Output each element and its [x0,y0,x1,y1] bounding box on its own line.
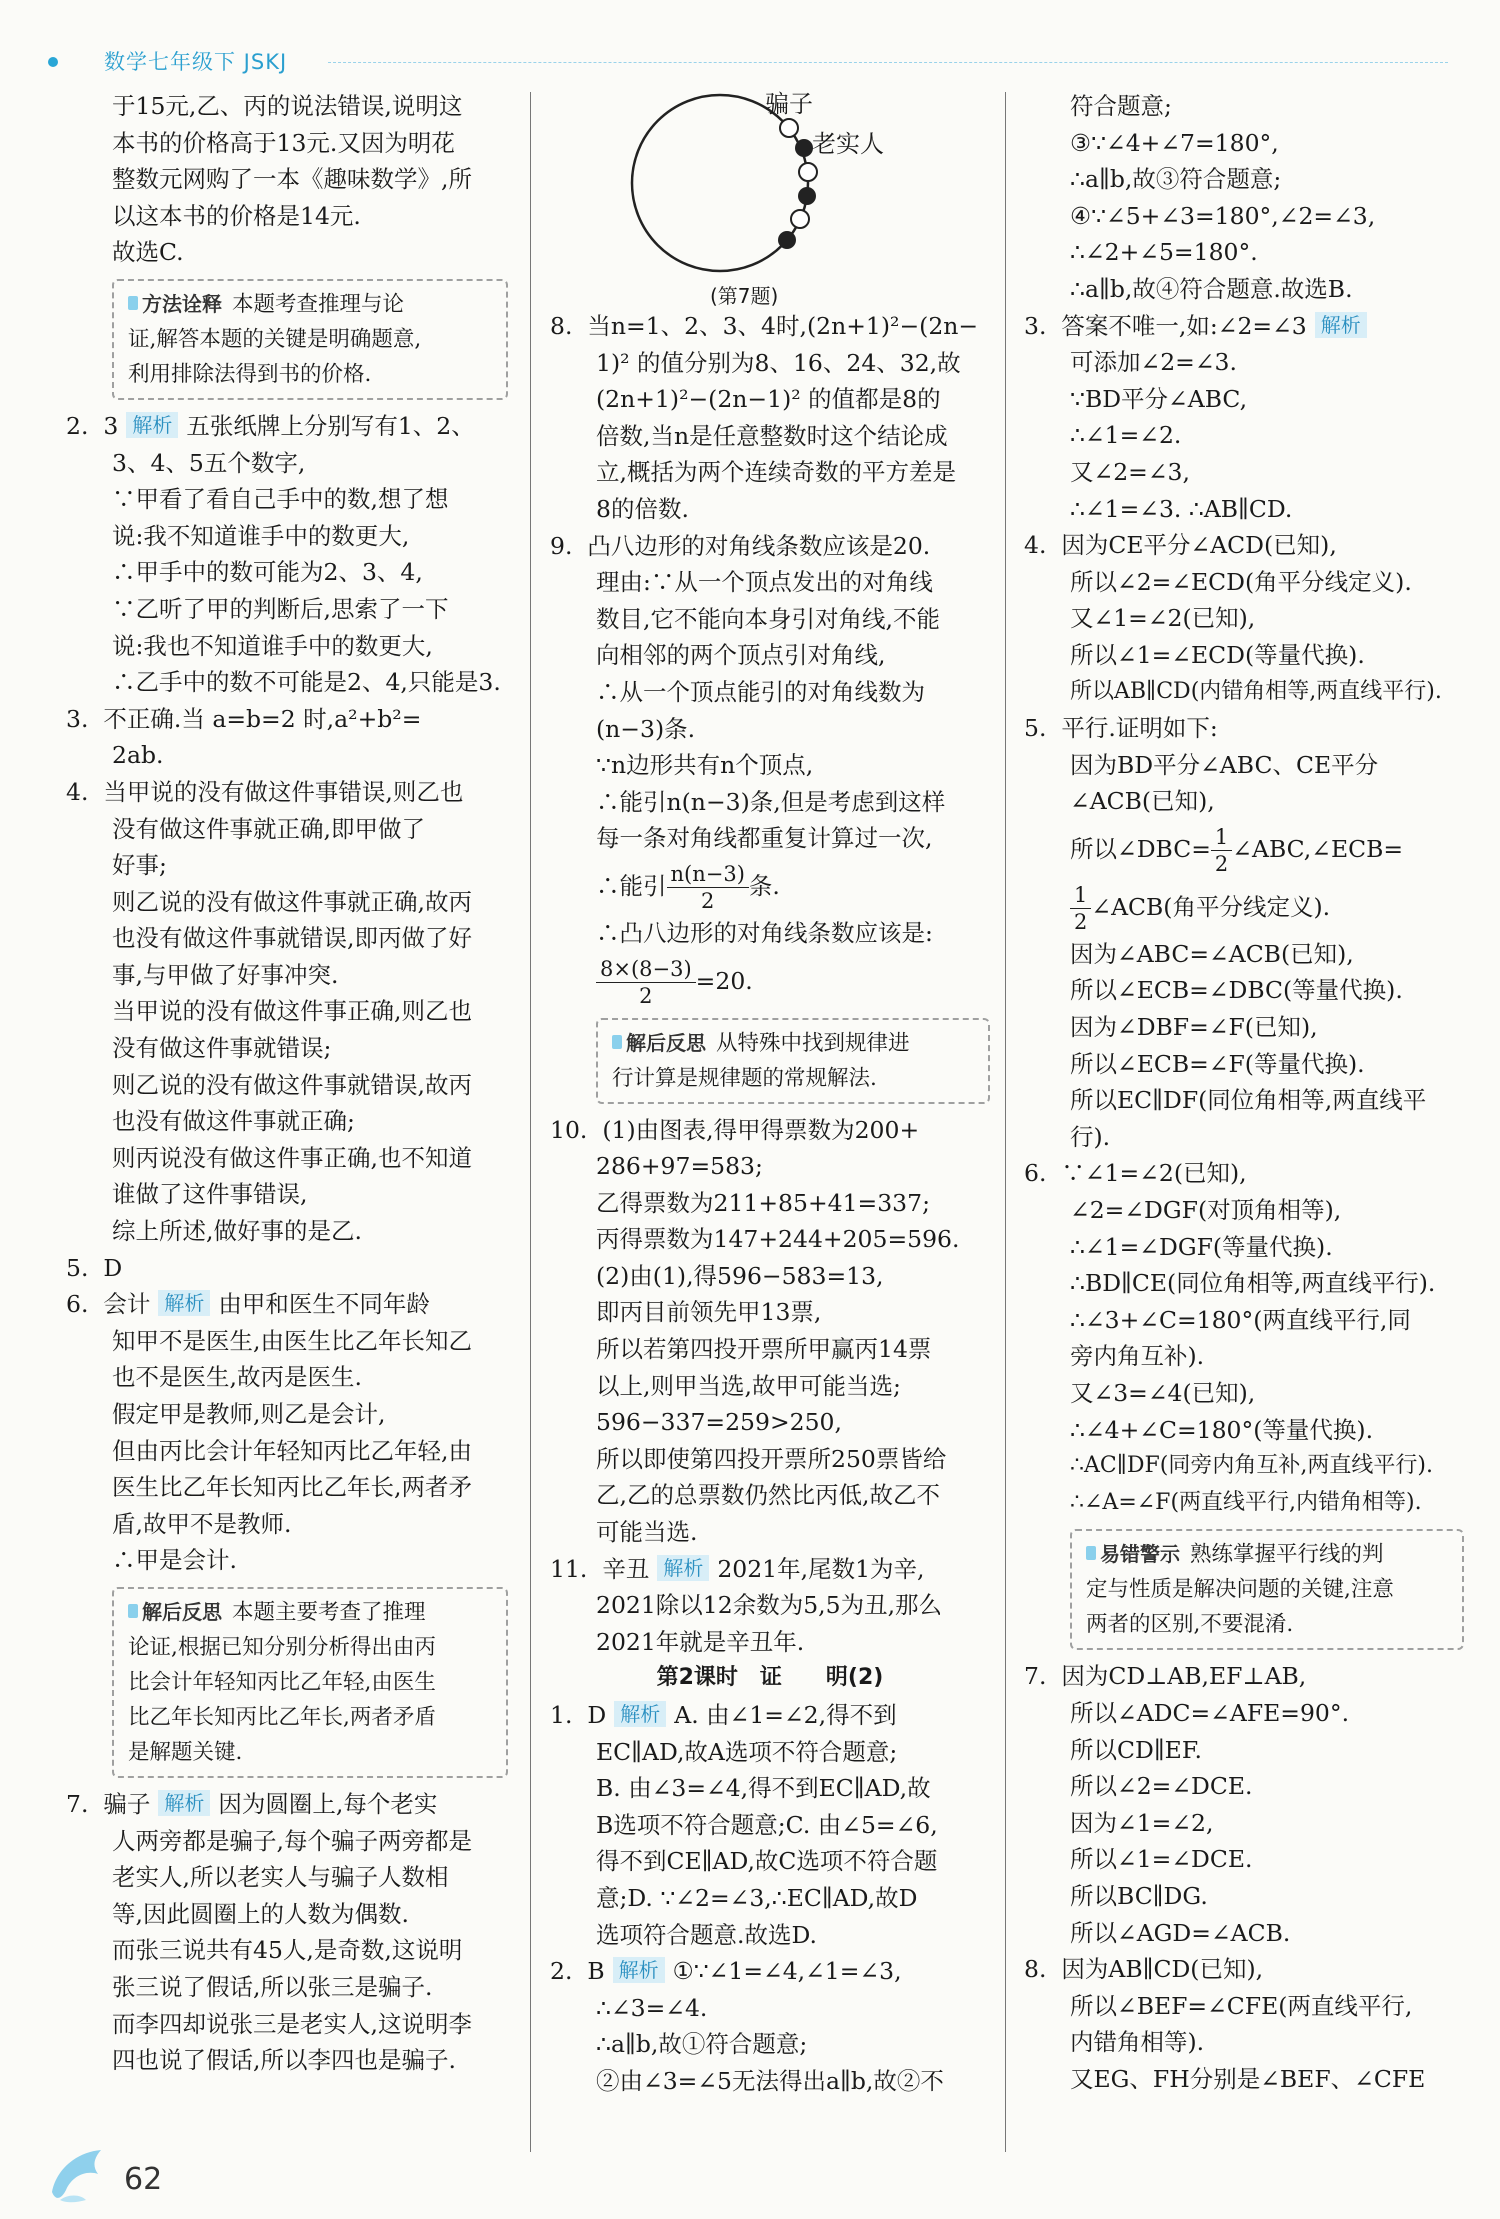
text-line: ∴a∥b,故④符合题意.故选B. [1070,274,1353,303]
answer-item [66,1786,508,1823]
fraction-numerator: 8×(8−3) [596,956,696,983]
text-line [550,952,990,1010]
item-number: 6. [66,1290,89,1319]
text-line: 定与性质是解决问题的关键,注意 [1086,1577,1394,1603]
column-divider [530,92,531,2152]
column-left [66,88,508,2079]
text-line: 当甲说的没有做这件事错误,则乙也 [103,777,464,806]
method-note-box [112,279,508,400]
circle-diagram [610,88,890,278]
text-line: 也没有做这件事就错误,即丙做了好 [112,924,472,953]
text-line: ∵甲看了看自己手中的数,想了想 [112,485,449,514]
answer-value: B [587,1957,605,1986]
answer-value: 骗子 [103,1789,151,1818]
honest-person-icon [798,187,816,205]
text-line: ∴∠2+∠5=180°. [1070,238,1258,267]
text-line: ∴BD∥CE(同位角相等,两直线平行). [1070,1269,1436,1298]
analysis-tag: 解析 [158,1790,210,1816]
answer-item [66,408,508,445]
text-line: 也不是医生,故丙是医生. [112,1363,362,1392]
item-number: 6. [1024,1159,1047,1188]
text-line: 两者的区别,不要混淆. [1086,1612,1294,1638]
answer-item [550,1112,990,1149]
text-line: ④∵∠5+∠3=180°,∠2=∠3, [1070,201,1376,230]
text-line: 丙得票数为147+244+205=596. [596,1225,960,1254]
text-line: 2021年就是辛丑年. [596,1627,805,1656]
figure-caption: (第7题) [710,284,779,308]
text-line: 乙,乙的总票数仍然比丙低,故乙不 [596,1481,940,1510]
text-line: ②由∠3=∠5无法得出a∥b,故②不 [596,2066,944,2095]
text-line: 选项符合题意.故选D. [596,1920,817,1949]
text-line: 8的倍数. [596,494,689,523]
text-line: ∴乙手中的数不可能是2、4,只能是3. [112,668,501,697]
item-number: 10. [550,1115,588,1144]
answer-value: D [587,1701,607,1729]
text-line: B选项不符合题意;C. 由∠5=∠6, [596,1810,938,1839]
analysis-tag: 解析 [613,1957,665,1983]
text-line: 因为CE平分∠ACD(已知), [1061,531,1337,560]
text-line: 则乙说的没有做这件事就错误,故丙 [112,1070,472,1099]
text-line: 所以即使第四投开票所250票皆给 [596,1444,947,1473]
text-line: 谁做了这件事错误, [112,1180,308,1209]
answer-item [1024,1658,1464,1695]
answer-item [1024,710,1464,747]
liar-person-icon [799,163,817,181]
honest-person-icon [795,139,813,157]
text-line: 整数元网购了一本《趣味数学》,所 [112,165,472,194]
text-line: (1)由图表,得甲得票数为200+ [602,1115,920,1144]
text-line: 因为∠ABC=∠ACB(已知), [1070,939,1354,968]
answer-value: 会计 [103,1290,151,1319]
text-line: 则丙说没有做这件事正确,也不知道 [112,1143,472,1172]
text-line: ∠2=∠DGF(对顶角相等), [1070,1196,1342,1225]
text-line: 乙得票数为211+85+41=337; [596,1188,931,1217]
text-line: 人两旁都是骗子,每个骗子两旁都是 [112,1826,472,1855]
analysis-tag: 解析 [1315,312,1367,338]
answer-item [66,774,508,811]
text-line: 所以∠ADC=∠AFE=90°. [1070,1698,1350,1727]
text-line: 所以EC∥DF(同位角相等,两直线平 [1070,1086,1427,1115]
fraction-numerator: n(n−3) [667,861,749,888]
text-line: 证,解答本题的关键是明确题意, [128,326,422,352]
text-line: 等,因此圆圈上的人数为偶数. [112,1899,409,1928]
text-fragment: ∴能引 [596,871,667,900]
answer-item [550,528,990,565]
text-line: 596−337=259>250, [596,1408,842,1437]
text-line: 3、4、5五个数字, [112,448,306,477]
text-line: 理由:∵从一个顶点发出的对角线 [596,568,933,597]
text-line: B. 由∠3=∠4,得不到EC∥AD,故 [596,1774,931,1803]
text-line: 本题考查推理与论 [232,291,405,317]
analysis-tag: 解析 [126,412,178,438]
box-label: 易错警示 [1086,1542,1180,1566]
text-line: 符合题意; [1070,92,1172,120]
text-line: 所以∠ECB=∠DBC(等量代换). [1070,976,1403,1005]
fraction-denominator: 2 [1214,851,1229,876]
text-line: 凸八边形的对角线条数应该是20. [587,531,931,560]
text-line: 知甲不是医生,由医生比乙年长知乙 [112,1326,472,1355]
text-line: 当n=1、2、3、4时,(2n+1)²−(2n− [587,312,979,340]
honest-person-icon [778,231,796,249]
fraction-numerator: 1 [1070,882,1091,909]
answer-item [550,1953,990,1990]
text-line: 医生比乙年长知丙比乙年长,两者矛 [112,1473,472,1502]
item-number: 7. [66,1789,89,1818]
fraction-denominator: 2 [1074,909,1088,934]
page-header [48,42,1448,82]
text-line: 数目,它不能向本身引对角线,不能 [596,604,940,633]
page-number: 62 [124,2162,163,2197]
text-line: ∴甲是会计. [112,1546,237,1575]
section-title: 第2课时 证 明(2) [656,1665,884,1691]
text-line: 所以∠1=∠ECD(等量代换). [1070,640,1365,669]
text-line: ∵n边形共有n个顶点, [596,751,814,780]
text-line: 但由丙比会计年轻知丙比乙年轻,由 [112,1436,472,1465]
text-line: (2n+1)²−(2n−1)² 的值都是8的 [596,385,941,414]
header-title: 数学七年级下 JSKJ [104,50,288,74]
text-line: 行计算是规律题的常规解法. [612,1065,877,1091]
dolphin-icon [46,2140,126,2210]
fraction [1211,824,1232,877]
answer-value: 3 [103,411,119,440]
item-number: 2. [66,411,89,440]
text-line: 因为∠DBF=∠F(已知), [1070,1013,1318,1042]
text-line: 所以BC∥DG. [1070,1881,1208,1910]
text-line: 也没有做这件事就正确; [112,1107,355,1136]
text-line: 由甲和医生不同年龄 [218,1290,430,1319]
text-line: ∴∠1=∠3. ∴AB∥CD. [1070,494,1293,523]
text-line: 因为圆圈上,每个老实 [218,1789,438,1818]
text-line: 2021年,尾数1为辛, [717,1554,925,1583]
text-line: 因为AB∥CD(已知), [1061,1955,1264,1984]
text-line: 本题主要考查了推理 [232,1599,426,1625]
reflection-box [112,1587,508,1778]
text-line: 综上所述,做好事的是乙. [112,1217,362,1246]
item-number: 4. [66,777,89,806]
box-label: 解后反思 [128,1600,222,1624]
column-middle [550,88,990,2100]
text-line: 向相邻的两个顶点引对角线, [596,641,886,670]
answer-item [550,1697,990,1734]
text-line: 所以∠BEF=∠CFE(两直线平行, [1070,1991,1413,2020]
text-line: 又∠2=∠3, [1070,457,1190,486]
text-fragment: ∠ABC,∠ECB= [1232,834,1404,863]
answer-item [1024,527,1464,564]
text-line: ∴∠A=∠F(两直线平行,内错角相等). [1070,1489,1422,1515]
answer-item [1024,1155,1464,1192]
text-fragment: ∠ACB(角平分线定义). [1091,892,1331,921]
figure-q7 [550,88,990,308]
item-number: 4. [1024,531,1047,560]
box-label: 方法诠释 [128,292,222,316]
answer-value: D [103,1253,123,1282]
text-line: 所以∠2=∠DCE. [1070,1772,1253,1801]
reflection-box [596,1018,990,1104]
text-line: 假定甲是教师,则乙是会计, [112,1400,386,1428]
text-line: 则乙说的没有做这件事就正确,故丙 [112,887,472,916]
text-line: ∴∠3+∠C=180°(两直线平行,同 [1070,1305,1411,1334]
text-line: 所以若第四投开票所甲赢丙14票 [596,1335,932,1364]
text-line: ③∵∠4+∠7=180°, [1070,128,1279,157]
text-line: 张三说了假话,所以张三是骗子. [112,1972,433,2001]
text-line: 从特殊中找到规律进 [716,1030,910,1056]
text-line: 说:我不知道谁手中的数更大, [112,521,410,550]
header-dot-icon [48,57,58,67]
item-number: 1. [550,1701,573,1729]
text-line: 又EG、FH分别是∠BEF、∠CFE [1070,2064,1426,2093]
text-line: 事,与甲做了好事冲突. [112,960,339,989]
text-line: 又∠1=∠2(已知), [1070,604,1256,633]
text-line: 是解题关键. [128,1739,243,1765]
text-line: ∴AC∥DF(同旁内角互补,两直线平行). [1070,1453,1433,1479]
text-line: 所以∠AGD=∠ACB. [1070,1918,1291,1947]
text-line: 所以CD∥EF. [1070,1735,1202,1764]
fraction-denominator: 2 [701,888,715,913]
header-rule [328,62,1448,63]
fraction [1070,882,1091,935]
text-line: 故选C. [112,238,184,267]
text-line: 可能当选. [596,1518,698,1547]
text-line: ∴甲手中的数可能为2、3、4, [112,558,423,587]
answer-item [66,701,508,738]
text-line: ∴a∥b,故①符合题意; [596,2030,808,2059]
text-line: 即丙目前领先甲13票, [596,1298,822,1327]
text-line: 熟练掌握平行线的判 [1190,1542,1384,1568]
column-divider [1005,92,1006,2152]
text-line [550,857,990,915]
text-line: 所以AB∥CD(内错角相等,两直线平行). [1070,678,1442,704]
text-line: 好事; [112,851,167,880]
text-line: ∴∠4+∠C=180°(等量代换). [1070,1415,1374,1444]
text-line: 可添加∠2=∠3. [1070,348,1237,377]
item-number: 5. [1024,714,1047,743]
item-number: 8. [550,312,573,340]
text-line: 比乙年长知丙比乙年长,两者矛盾 [128,1704,436,1730]
item-number: 5. [66,1253,89,1282]
item-number: 11. [550,1554,588,1583]
answer-item [66,1286,508,1323]
text-line: 行). [1070,1122,1111,1151]
text-line: 于15元,乙、丙的说法错误,说明这 [112,92,463,120]
text-line: ∴能引n(n−3)条,但是考虑到这样 [596,787,946,816]
text-line: 所以∠ECB=∠F(等量代换). [1070,1049,1365,1078]
text-line: EC∥AD,故A选项不符合题意; [596,1737,898,1766]
text-line: 所以∠1=∠DCE. [1070,1845,1253,1874]
item-number: 9. [550,531,573,560]
answer-item [550,1551,990,1588]
text-line: ∴凸八边形的对角线条数应该是: [596,918,933,947]
text-line: 因为∠1=∠2, [1070,1808,1214,1837]
text-line: 而张三说共有45人,是奇数,这说明 [112,1936,463,1965]
text-line: 因为BD平分∠ABC、CE平分 [1070,750,1379,779]
text-line: ∵∠1=∠2(已知), [1061,1159,1247,1188]
text-line: 倍数,当n是任意整数时这个结论成 [596,421,948,450]
mistake-warning-box [1070,1529,1464,1650]
text-line: ∴∠1=∠2. [1070,421,1182,450]
text-line: 1)² 的值分别为8、16、24、32,故 [596,348,961,377]
text-fragment: 所以∠DBC= [1070,834,1211,863]
text-line: ∵BD平分∠ABC, [1070,384,1248,413]
text-line: 利用排除法得到书的价格. [128,361,372,387]
item-number: 3. [66,704,89,733]
text-line: 而李四却说张三是老实人,这说明李 [112,2009,472,2038]
text-line [1024,878,1464,936]
item-number: 2. [550,1957,573,1986]
text-line: 说:我也不知道谁手中的数更大, [112,631,433,660]
text-line: ∴从一个顶点能引的对角线数为 [596,677,925,706]
text-line: 四也说了假话,所以李四也是骗子. [112,2046,456,2075]
text-line: 以这本书的价格是14元. [112,201,361,230]
item-number: 3. [1024,311,1047,340]
text-line: 又∠3=∠4(已知), [1070,1379,1256,1407]
text-line: ①∵∠1=∠4,∠1=∠3, [672,1957,902,1986]
text-line: 286+97=583; [596,1152,763,1181]
answer-item [1024,1951,1464,1988]
text-line: 当甲说的没有做这件事正确,则乙也 [112,997,472,1026]
text-line: 得不到CE∥AD,故C选项不符合题 [596,1847,938,1876]
analysis-tag: 解析 [657,1555,709,1581]
text-line: 老实人,所以老实人与骗子人数相 [112,1863,449,1892]
text-line: 每一条对角线都重复计算过一次, [596,824,933,853]
text-line: A. 由∠1=∠2,得不到 [674,1701,897,1729]
fraction [596,956,696,1009]
analysis-tag: 解析 [614,1701,666,1727]
text-line: ∴∠3=∠4. [596,1993,708,2022]
text-line: 论证,根据已知分别分析得出由丙 [128,1634,436,1660]
figure-label-liar: 骗子 [765,90,813,118]
text-line: 所以∠2=∠ECD(角平分线定义). [1070,567,1412,596]
fraction-numerator: 1 [1211,824,1232,851]
text-fragment: 条. [748,871,780,900]
text-line: 盾,故甲不是教师. [112,1509,292,1538]
text-line: 意;D. ∵∠2=∠3,∴EC∥AD,故D [596,1883,918,1912]
page-number-area [46,2140,186,2210]
text-line: (n−3)条. [596,714,696,743]
text-line: ∵乙听了甲的判断后,思索了一下 [112,594,449,623]
text-line [1024,820,1464,878]
answer-item [1024,308,1464,345]
text-line: 比会计年轻知丙比乙年轻,由医生 [128,1669,436,1695]
box-label: 解后反思 [612,1031,706,1055]
text-fragment: =20. [695,966,753,995]
text-line: 没有做这件事就正确,即甲做了 [112,814,425,843]
text-line: 以上,则甲当选,故甲可能当选; [596,1371,901,1400]
text-line: ∴a∥b,故③符合题意; [1070,165,1282,194]
fraction [667,861,749,914]
text-line: ∠ACB(已知), [1070,787,1215,816]
text-line: ∴∠1=∠DGF(等量代换). [1070,1232,1333,1261]
text-line: 五张纸牌上分别写有1、2、 [186,411,475,440]
text-line: 平行.证明如下: [1061,714,1218,743]
text-line: 因为CD⊥AB,EF⊥AB, [1061,1662,1307,1691]
item-number: 8. [1024,1955,1047,1984]
fraction-denominator: 2 [639,983,653,1008]
text-line: 旁内角互补). [1070,1342,1205,1371]
text-line: 不正确.当 a=b=2 时,a²+b²= [103,704,422,733]
column-right [1024,88,1464,2098]
item-number: 7. [1024,1662,1047,1691]
text-line: 立,概括为两个连续奇数的平方差是 [596,458,956,487]
analysis-tag: 解析 [158,1290,210,1316]
answer-item [66,1250,508,1287]
text-line: 2021除以12余数为5,5为丑,那么 [596,1591,943,1620]
text-line: 没有做这件事就错误; [112,1034,332,1063]
liar-person-icon [791,210,809,228]
text-line: 答案不唯一,如:∠2=∠3 [1061,311,1307,340]
answer-value: 辛丑 [602,1554,650,1583]
figure-label-honest: 老实人 [812,130,884,158]
text-line: 2ab. [112,741,164,770]
text-line: (2)由(1),得596−583=13, [596,1261,884,1290]
text-line: 内错角相等). [1070,2028,1205,2057]
text-line: 本书的价格高于13元.又因为明花 [112,128,455,157]
